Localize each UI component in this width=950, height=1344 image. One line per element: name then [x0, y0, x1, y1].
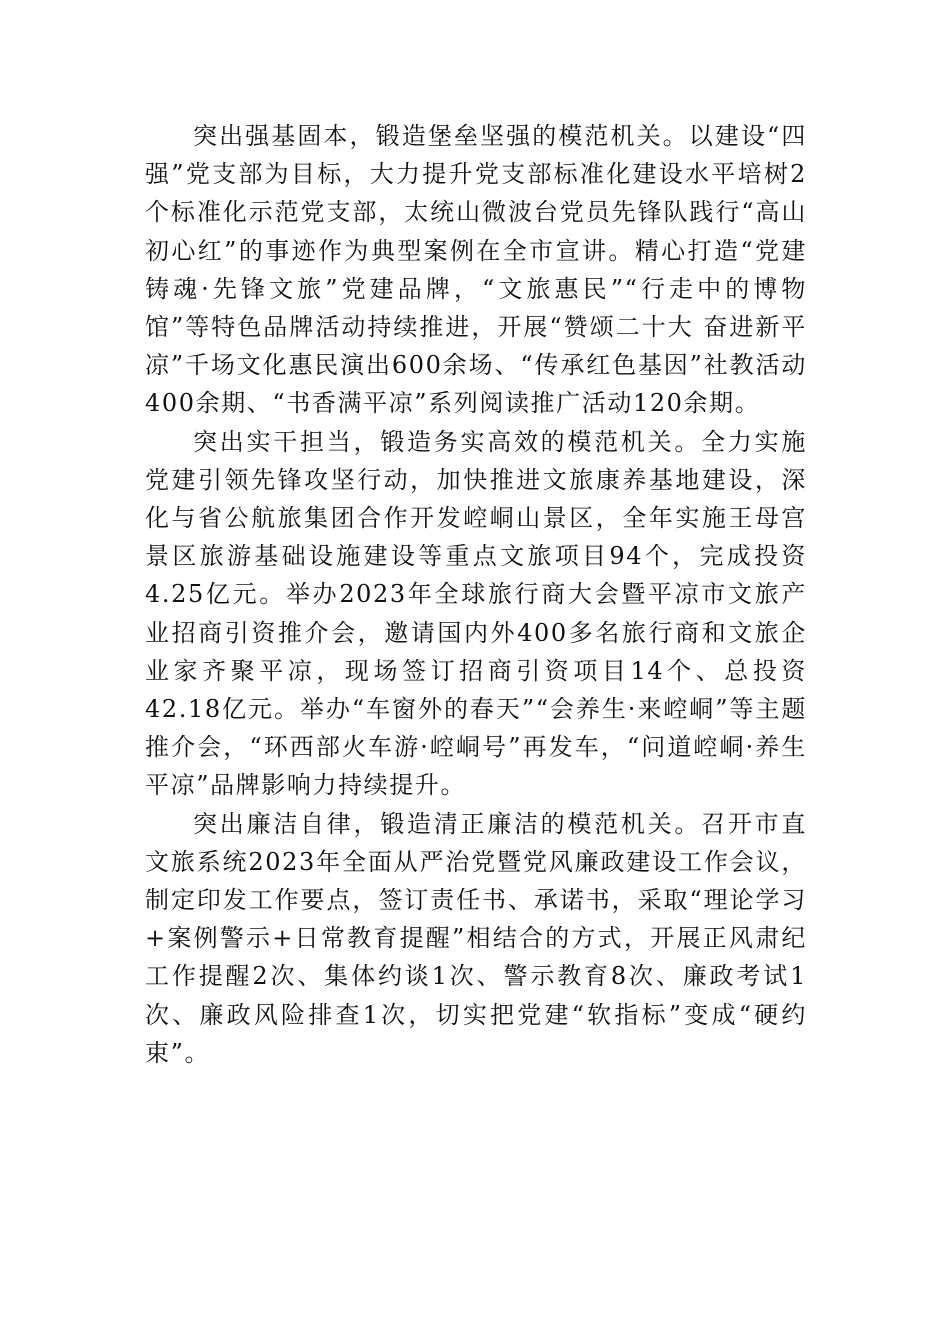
document-body [145, 117, 807, 1072]
paragraph-practical-work: 突出实干担当，锻造务实高效的模范机关。全力实施党建引领先锋攻坚行动，加快推进文旅康养基地建设，深化与省公航旅集团合作开发崆峒山景区，全年实施王母宫景区旅游基础设施建设等重点文旅项目94个，完成投资4.25亿元。举办2023年全球旅行商大会暨平凉市文旅产业招商引资推介会，邀请国内外400多名旅行商和文旅企业家齐聚平凉，现场签订招商引资项目14个、总投资42.18亿元。举办“车窗外的春天”“会养生·来崆峒”等主题推介会，“环西部火车游·崆峒号”再发车，“问道崆峒·养生平凉”品牌影响力持续提升。 [145, 427, 807, 800]
paragraph-strong-foundation: 突出强基固本，锻造堡垒坚强的模范机关。以建设“四强”党支部为目标，大力提升党支部标准化建设水平培树2个标准化示范党支部，太统山微波台党员先锋队践行“高山初心红”的事迹作为典型案例在全市宣讲。精心打造“党建铸魂·先锋文旅”党建品牌，“文旅惠民”“行走中的博物馆”等特色品牌活动持续推进，开展“赞颂二十大 奋进新平凉”千场文化惠民演出600余场、“传承红色基因”社教活动400余期、“书香满平凉”系列阅读推广活动120余期。 [145, 122, 807, 418]
paragraph-clean-governance: 突出廉洁自律，锻造清正廉洁的模范机关。召开市直文旅系统2023年全面从严治党暨党风廉政建设工作会议，制定印发工作要点，签订责任书、承诺书，采取“理论学习+案例警示+日常教育提醒”相结合的方式，开展正风肃纪工作提醒2次、集体约谈1次、警示教育8次、廉政考试1次、廉政风险排查1次，切实把党建“软指标”变成“硬约束”。 [145, 809, 807, 1067]
